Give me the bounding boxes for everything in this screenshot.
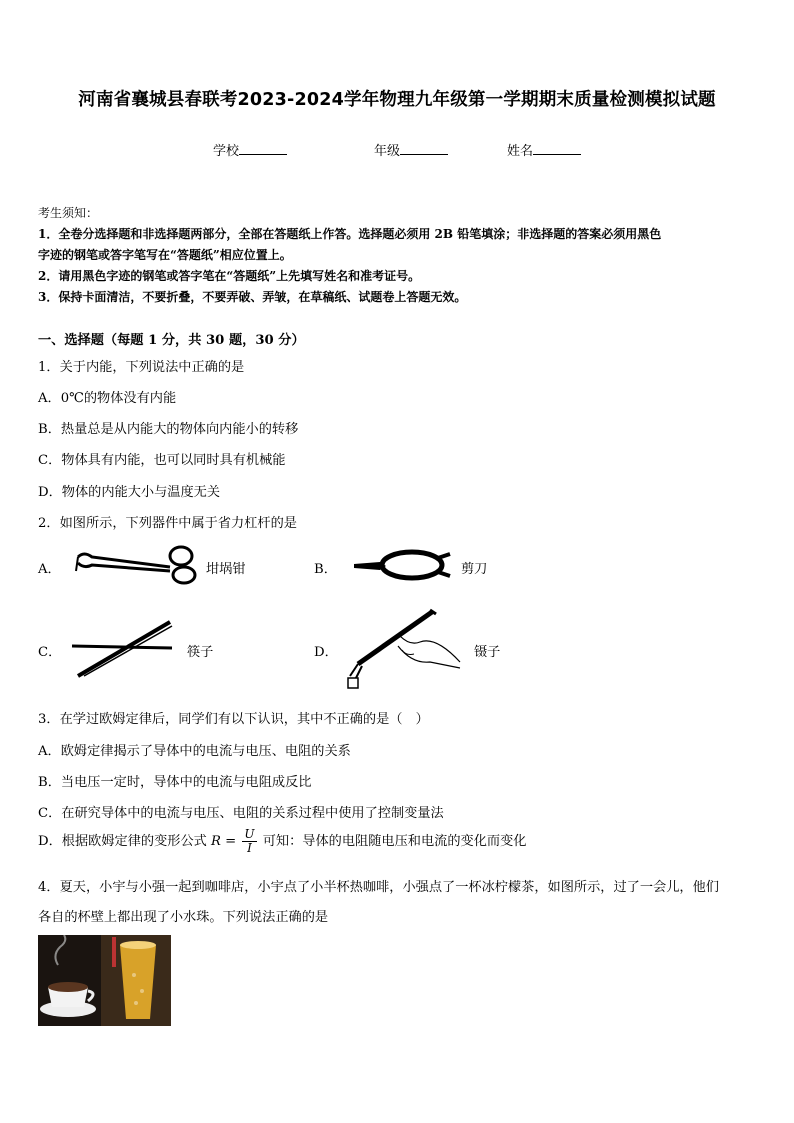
page-title: 河南省襄城县春联考2023-2024学年物理九年级第一学期期末质量检测模拟试题 (78, 90, 716, 110)
q3-option-d[interactable] (38, 828, 526, 855)
name-field[interactable] (507, 140, 581, 159)
notice-item-2: 2．请用黑色字迹的钢笔或答字笔在“答题纸”上先填写姓名和准考证号。 (38, 269, 421, 283)
q2-option-a-letter[interactable]: A． (38, 562, 61, 577)
name-label: 姓名 (507, 144, 534, 159)
coffee-and-lemon-tea-image (38, 935, 171, 1026)
q2-option-c-label: 筷子 (187, 645, 214, 660)
q1-option-a[interactable]: A．0℃的物体没有内能 (38, 391, 177, 406)
q2-stem: 2．如图所示，下列器件中属于省力杠杆的是 (38, 516, 297, 531)
q2-option-a-label: 坩埚钳 (206, 562, 246, 577)
formula-denominator: I (247, 841, 252, 855)
formula-numerator: U (244, 827, 255, 841)
notice-heading: 考生须知： (38, 206, 99, 220)
q1-option-d[interactable]: D．物体的内能大小与温度无关 (38, 485, 221, 500)
q2-option-d-label: 镊子 (474, 645, 501, 660)
section-heading: 一、选择题（每题 1 分，共 30 题，30 分） (38, 333, 305, 348)
q2-option-b-label: 剪刀 (461, 562, 488, 577)
q3-option-d-post: 可知：导体的电阻随电压和电流的变化而变化 (262, 834, 527, 849)
scissors-icon (350, 548, 454, 582)
q1-stem: 1．关于内能，下列说法中正确的是 (38, 360, 245, 375)
q2-option-c-letter[interactable]: C． (38, 645, 62, 660)
q3-stem: 3．在学过欧姆定律后，同学们有以下认识，其中不正确的是（ ） (38, 712, 429, 727)
q2-option-b-letter[interactable]: B． (314, 562, 337, 577)
grade-label: 年级 (374, 144, 401, 159)
q3-option-a[interactable]: A．欧姆定律揭示了导体中的电流与电压、电阻的关系 (38, 744, 351, 759)
notice-item-3: 3．保持卡面清洁，不要折叠，不要弄破、弄皱，在草稿纸、试题卷上答题无效。 (38, 290, 467, 304)
formula-lhs: R = (211, 834, 237, 849)
formula-fraction (242, 828, 256, 855)
q3-option-b[interactable]: B．当电压一定时，导体中的电流与电阻成反比 (38, 775, 312, 790)
school-field[interactable] (213, 140, 287, 159)
q4-stem-line1: 4．夏天，小宇与小强一起到咖啡店，小宇点了小半杯热咖啡，小强点了一杯冰柠檬茶，如图所示，过了一会儿，他们 (38, 880, 719, 895)
q3-option-c[interactable]: C．在研究导体中的电流与电压、电阻的关系过程中使用了控制变量法 (38, 806, 444, 821)
chopsticks-icon (68, 618, 176, 680)
q3-option-d-pre: D．根据欧姆定律的变形公式 (38, 834, 207, 849)
notice-item-1b: 字迹的钢笔或答字笔写在“答题纸”相应位置上。 (38, 248, 292, 262)
q2-option-d-letter[interactable]: D． (314, 645, 338, 660)
school-label: 学校 (213, 144, 240, 159)
q1-option-c[interactable]: C．物体具有内能，也可以同时具有机械能 (38, 453, 286, 468)
crucible-tongs-icon (74, 543, 198, 585)
grade-field[interactable] (374, 140, 448, 159)
notice-item-1a: 1．全卷分选择题和非选择题两部分，全部在答题纸上作答。选择题必须用 2B 铅笔填涂；非选择题的答案必须用黑色 (38, 227, 662, 241)
q1-option-b[interactable]: B．热量总是从内能大的物体向内能小的转移 (38, 422, 299, 437)
tweezers-hand-icon (340, 606, 464, 692)
q4-stem-line2: 各自的杯壁上都出现了小水珠。下列说法正确的是 (38, 910, 329, 925)
